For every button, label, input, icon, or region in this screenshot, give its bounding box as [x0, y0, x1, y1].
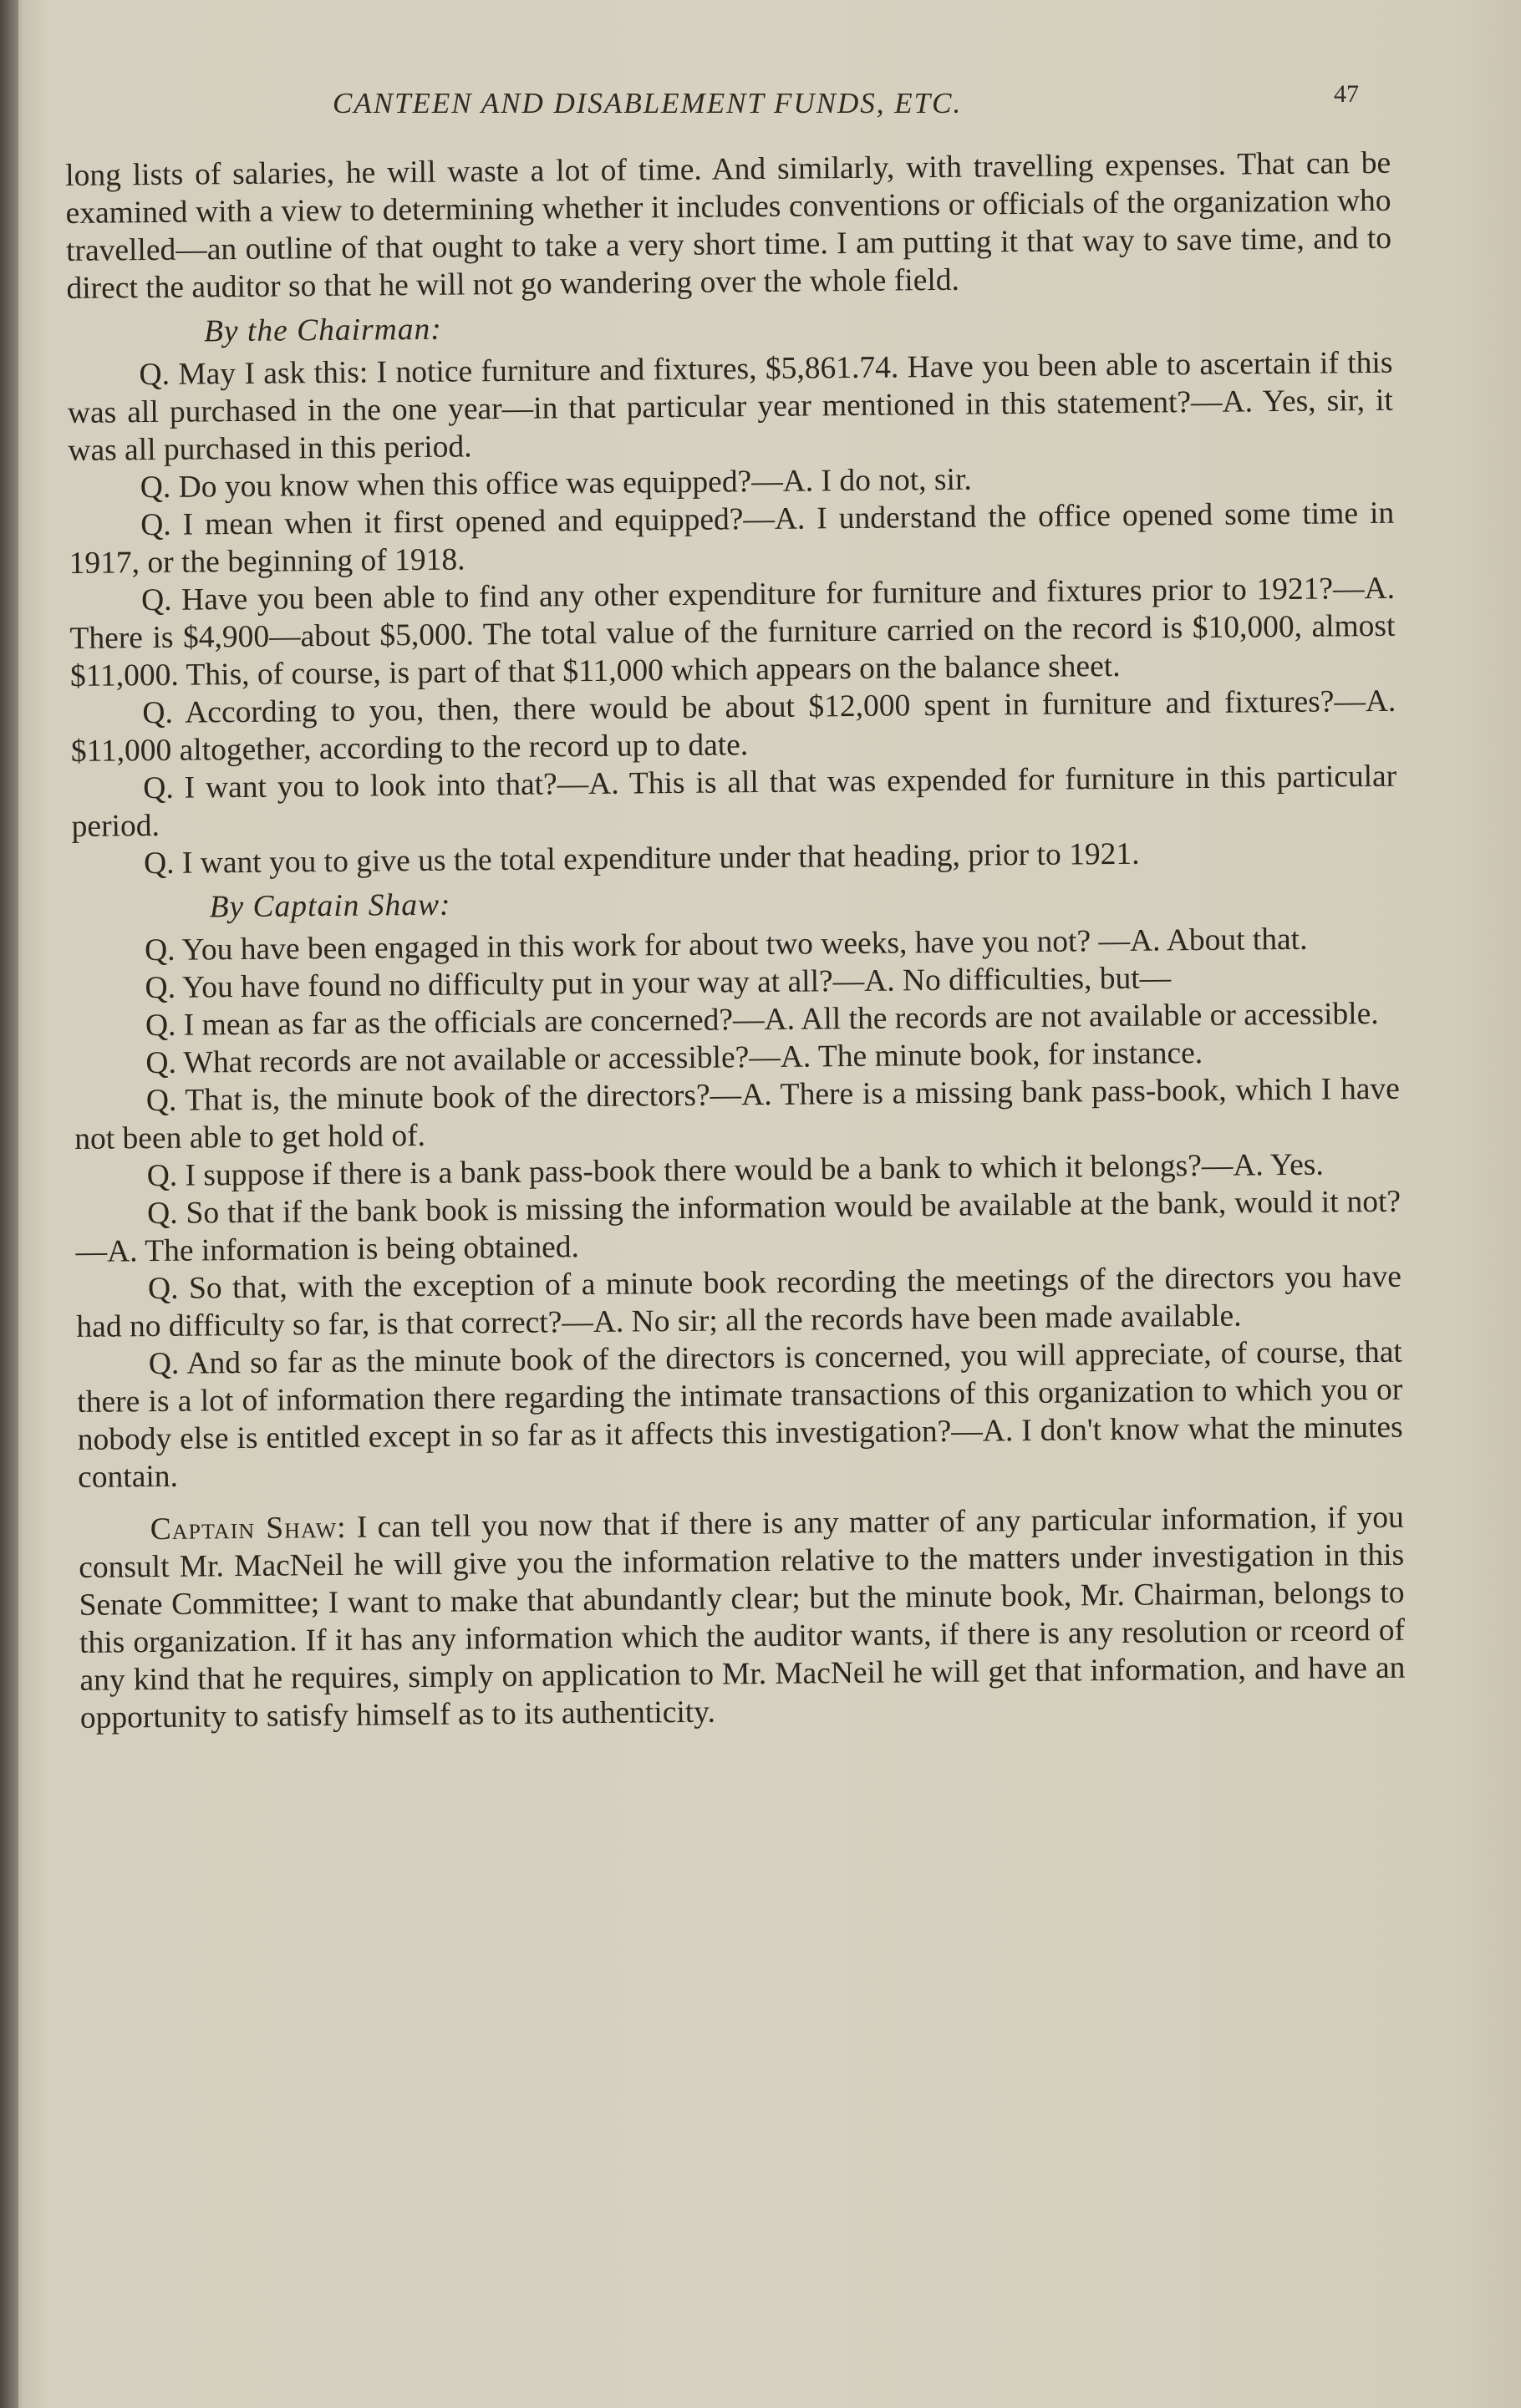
question-answer: Q. So that if the bank book is missing the information would be available at the bank, would it not?—A. The information is being obtained. [75, 1184, 1401, 1269]
question-answer: Q. I suppose if there is a bank pass-book there would be a bank to which it belongs?—A. Yes. [146, 1147, 1324, 1194]
question-answer: Q. Have you been able to find any other expenditure for furniture and fixtures prior to 1921?—A. There is $4,900—about $5,000. The total value of the furniture carried on the record is $10,000, almost $11,000. This, of course, is part of that $11,000 which appears on the balance sheet. [69, 571, 1396, 693]
question-answer: Q. And so far as the minute book of the directors is concerned, you will appreciate, of course, that there is a lot of information there regarding the intimate transactions of this organization to which you or nobody else is entitled except in so far as it affects this investigation?—A. I don't know what the minutes contain. [77, 1334, 1403, 1495]
statement-speaker: Captain Shaw: [150, 1510, 347, 1547]
question-answer: Q. Do you know when this office was equipped?—A. I do not, sir. [140, 462, 972, 505]
question-answer: Q. I want you to give us the total expenditure under that heading, prior to 1921. [143, 836, 1140, 881]
question-answer: Q. So that, with the exception of a minute book recording the meetings of the directors you have had no difficulty so far, is that correct?—A. No sir; all the records have been made available. [76, 1259, 1402, 1344]
paragraph: long lists of salaries, he will waste a lot of time. And similarly, with travelling expenses. That can be examined with a view to determining whether it includes conventions or officials of the organization who travelled—an outline of that ought to take a very short time. I am putting it that way to save time, and to direct the auditor so that he will not go wandering over the whole field. [65, 145, 1392, 306]
statement-text: I can tell you now that if there is any matter of any particular information, if you consult Mr. MacNeil he will give you the information relative to the matters under investigation in this Senate Committee; I want to make that abundantly clear; but the minute book, Mr. Chairman, belongs to this organization. If it has any information which the auditor wants, if there is any resolution or rceord of any kind that he requires, simply on application to Mr. MacNeil he will get that information, and have an opportunity to satisfy himself as to its authenticity. [79, 1500, 1406, 1735]
question-answer: Q. You have found no difficulty put in your way at all?—A. No difficulties, but— [145, 961, 1172, 1006]
question-answer: Q. According to you, then, there would be about $12,000 spent in furniture and fixtures?—A. $11,000 altogether, according to the record up to date. [70, 683, 1396, 769]
speaker-heading: By Captain Shaw: [209, 887, 451, 925]
book-spine [0, 0, 18, 2408]
question-answer: Q. You have been engaged in this work for about two weeks, have you not? —A. About that. [144, 922, 1308, 968]
question-answer: Q. That is, the minute book of the directors?—A. There is a missing bank pass-book, which I have not been able to get hold of. [74, 1071, 1400, 1156]
statement-paragraph [79, 1499, 1407, 1737]
question-answer: Q. I mean when it first opened and equipped?—A. I understand the office opened some time in 1917, or the beginning of 1918. [69, 495, 1395, 581]
speaker-heading: By the Chairman: [203, 312, 442, 349]
question-answer: Q. What records are not available or accessible?—A. The minute book, for instance. [145, 1035, 1203, 1081]
page-number: 47 [1334, 80, 1359, 108]
question-answer: Q. I want you to look into that?—A. This is all that was expended for furniture in this particular period. [71, 759, 1397, 844]
page-body [65, 145, 1406, 1737]
question-answer: Q. May I ask this: I notice furniture and fixtures, $5,861.74. Have you been able to ascertain if this was all purchased in the one year—in that particular year mentioned in this statement?—A. Yes, sir, it was all purchased in this period. [67, 345, 1394, 468]
page-header [0, 80, 1521, 130]
question-answer: Q. I mean as far as the officials are concerned?—A. All the records are not available or accessible. [145, 996, 1379, 1044]
running-title: CANTEEN AND DISABLEMENT FUNDS, ETC. [333, 87, 963, 119]
